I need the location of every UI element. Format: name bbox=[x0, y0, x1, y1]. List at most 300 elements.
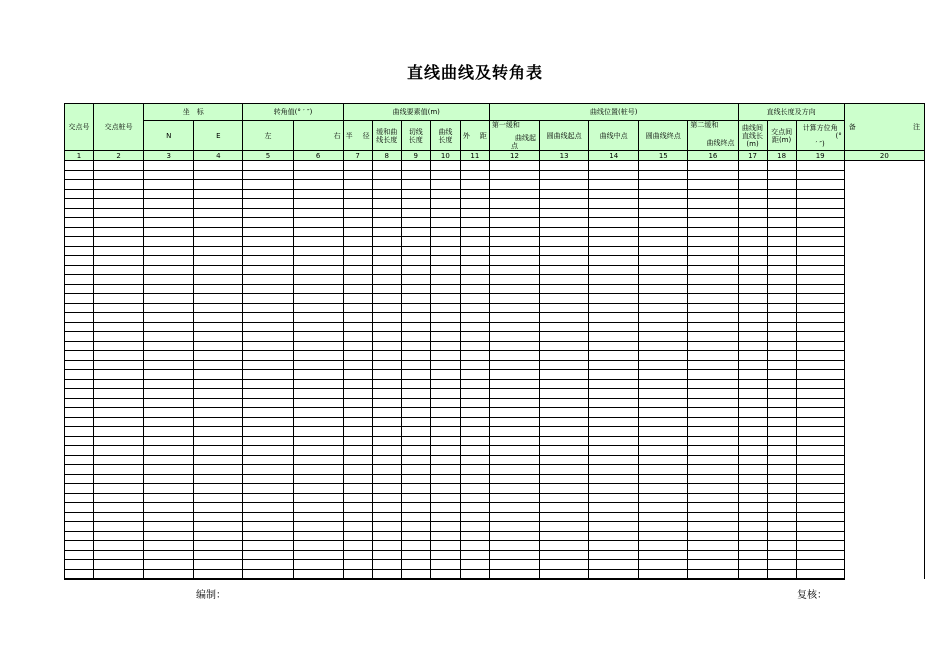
table-cell[interactable] bbox=[489, 569, 539, 579]
table-cell[interactable] bbox=[767, 569, 796, 579]
table-cell[interactable] bbox=[796, 503, 844, 513]
table-cell[interactable] bbox=[94, 265, 144, 275]
table-cell[interactable] bbox=[243, 436, 293, 446]
table-cell[interactable] bbox=[489, 427, 539, 437]
table-cell[interactable] bbox=[430, 436, 460, 446]
table-cell[interactable] bbox=[430, 294, 460, 304]
table-cell[interactable] bbox=[688, 560, 738, 570]
table-cell[interactable] bbox=[489, 379, 539, 389]
table-cell[interactable] bbox=[401, 237, 430, 247]
table-cell[interactable] bbox=[65, 465, 94, 475]
table-cell[interactable] bbox=[688, 398, 738, 408]
table-cell[interactable] bbox=[767, 161, 796, 171]
table-cell[interactable] bbox=[144, 503, 194, 513]
table-cell[interactable] bbox=[540, 398, 589, 408]
table-cell[interactable] bbox=[589, 436, 639, 446]
table-cell[interactable] bbox=[639, 322, 688, 332]
table-cell[interactable] bbox=[460, 227, 489, 237]
table-cell[interactable] bbox=[401, 360, 430, 370]
table-cell[interactable] bbox=[194, 170, 243, 180]
table-cell[interactable] bbox=[589, 284, 639, 294]
table-cell[interactable] bbox=[293, 351, 343, 361]
table-cell[interactable] bbox=[293, 541, 343, 551]
table-cell[interactable] bbox=[796, 351, 844, 361]
table-cell[interactable] bbox=[767, 370, 796, 380]
table-cell[interactable] bbox=[430, 408, 460, 418]
table-cell[interactable] bbox=[460, 237, 489, 247]
table-cell[interactable] bbox=[401, 265, 430, 275]
table-cell[interactable] bbox=[796, 189, 844, 199]
table-cell[interactable] bbox=[688, 569, 738, 579]
table-cell[interactable] bbox=[430, 303, 460, 313]
table-cell[interactable] bbox=[589, 208, 639, 218]
table-cell[interactable] bbox=[738, 170, 767, 180]
table-cell[interactable] bbox=[372, 199, 401, 209]
table-cell[interactable] bbox=[144, 341, 194, 351]
table-cell[interactable] bbox=[767, 436, 796, 446]
table-cell[interactable] bbox=[796, 417, 844, 427]
table-cell[interactable] bbox=[460, 322, 489, 332]
table-cell[interactable] bbox=[144, 398, 194, 408]
table-cell[interactable] bbox=[430, 522, 460, 532]
table-cell[interactable] bbox=[460, 303, 489, 313]
table-cell[interactable] bbox=[65, 541, 94, 551]
table-cell[interactable] bbox=[372, 474, 401, 484]
table-cell[interactable] bbox=[194, 313, 243, 323]
table-cell[interactable] bbox=[767, 522, 796, 532]
table-cell[interactable] bbox=[293, 484, 343, 494]
table-cell[interactable] bbox=[194, 294, 243, 304]
table-cell[interactable] bbox=[767, 332, 796, 342]
table-cell[interactable] bbox=[688, 493, 738, 503]
table-cell[interactable] bbox=[293, 360, 343, 370]
table-cell[interactable] bbox=[343, 493, 372, 503]
table-cell[interactable] bbox=[343, 474, 372, 484]
table-cell[interactable] bbox=[144, 170, 194, 180]
table-cell[interactable] bbox=[589, 569, 639, 579]
table-cell[interactable] bbox=[243, 379, 293, 389]
table-cell[interactable] bbox=[372, 417, 401, 427]
table-cell[interactable] bbox=[767, 446, 796, 456]
table-cell[interactable] bbox=[144, 265, 194, 275]
table-cell[interactable] bbox=[460, 189, 489, 199]
table-cell[interactable] bbox=[293, 408, 343, 418]
table-cell[interactable] bbox=[639, 427, 688, 437]
table-cell[interactable] bbox=[372, 569, 401, 579]
table-cell[interactable] bbox=[767, 294, 796, 304]
table-cell[interactable] bbox=[372, 541, 401, 551]
table-cell[interactable] bbox=[688, 550, 738, 560]
table-cell[interactable] bbox=[194, 522, 243, 532]
table-cell[interactable] bbox=[738, 370, 767, 380]
table-cell[interactable] bbox=[194, 332, 243, 342]
table-cell[interactable] bbox=[796, 265, 844, 275]
table-cell[interactable] bbox=[589, 503, 639, 513]
table-cell[interactable] bbox=[489, 322, 539, 332]
table-cell[interactable] bbox=[796, 246, 844, 256]
table-cell[interactable] bbox=[401, 436, 430, 446]
table-cell[interactable] bbox=[144, 436, 194, 446]
table-cell[interactable] bbox=[639, 436, 688, 446]
table-cell[interactable] bbox=[144, 351, 194, 361]
table-cell[interactable] bbox=[639, 446, 688, 456]
table-cell[interactable] bbox=[94, 484, 144, 494]
table-cell[interactable] bbox=[372, 237, 401, 247]
table-cell[interactable] bbox=[194, 427, 243, 437]
table-cell[interactable] bbox=[688, 256, 738, 266]
table-cell[interactable] bbox=[589, 199, 639, 209]
table-cell[interactable] bbox=[540, 370, 589, 380]
table-cell[interactable] bbox=[194, 560, 243, 570]
table-cell[interactable] bbox=[589, 417, 639, 427]
table-cell[interactable] bbox=[738, 465, 767, 475]
table-cell[interactable] bbox=[589, 265, 639, 275]
table-cell[interactable] bbox=[688, 465, 738, 475]
table-cell[interactable] bbox=[194, 541, 243, 551]
table-cell[interactable] bbox=[372, 208, 401, 218]
table-cell[interactable] bbox=[144, 332, 194, 342]
table-cell[interactable] bbox=[589, 455, 639, 465]
table-cell[interactable] bbox=[194, 531, 243, 541]
table-cell[interactable] bbox=[688, 322, 738, 332]
table-cell[interactable] bbox=[401, 484, 430, 494]
table-cell[interactable] bbox=[738, 161, 767, 171]
table-cell[interactable] bbox=[372, 170, 401, 180]
table-cell[interactable] bbox=[372, 522, 401, 532]
table-cell[interactable] bbox=[65, 512, 94, 522]
table-cell[interactable] bbox=[372, 275, 401, 285]
table-cell[interactable] bbox=[460, 218, 489, 228]
table-cell[interactable] bbox=[688, 360, 738, 370]
table-cell[interactable] bbox=[94, 237, 144, 247]
table-cell[interactable] bbox=[460, 522, 489, 532]
table-cell[interactable] bbox=[540, 550, 589, 560]
table-cell[interactable] bbox=[430, 180, 460, 190]
table-cell[interactable] bbox=[243, 161, 293, 171]
table-cell[interactable] bbox=[688, 455, 738, 465]
table-cell[interactable] bbox=[343, 237, 372, 247]
table-cell[interactable] bbox=[639, 341, 688, 351]
table-cell[interactable] bbox=[65, 484, 94, 494]
table-cell[interactable] bbox=[688, 227, 738, 237]
table-cell[interactable] bbox=[94, 455, 144, 465]
table-cell[interactable] bbox=[738, 208, 767, 218]
table-cell[interactable] bbox=[401, 332, 430, 342]
table-cell[interactable] bbox=[639, 531, 688, 541]
table-cell[interactable] bbox=[460, 569, 489, 579]
table-cell[interactable] bbox=[460, 484, 489, 494]
table-cell[interactable] bbox=[65, 170, 94, 180]
table-cell[interactable] bbox=[489, 474, 539, 484]
table-cell[interactable] bbox=[243, 237, 293, 247]
table-cell[interactable] bbox=[293, 170, 343, 180]
table-cell[interactable] bbox=[738, 408, 767, 418]
table-cell[interactable] bbox=[144, 484, 194, 494]
table-cell[interactable] bbox=[796, 531, 844, 541]
table-cell[interactable] bbox=[65, 417, 94, 427]
table-cell[interactable] bbox=[194, 484, 243, 494]
table-cell[interactable] bbox=[489, 294, 539, 304]
table-cell[interactable] bbox=[401, 227, 430, 237]
table-cell[interactable] bbox=[94, 389, 144, 399]
table-cell[interactable] bbox=[372, 284, 401, 294]
table-cell[interactable] bbox=[343, 180, 372, 190]
table-cell[interactable] bbox=[767, 474, 796, 484]
table-cell[interactable] bbox=[243, 227, 293, 237]
table-cell[interactable] bbox=[688, 484, 738, 494]
table-cell[interactable] bbox=[401, 180, 430, 190]
table-cell[interactable] bbox=[94, 379, 144, 389]
table-cell[interactable] bbox=[639, 512, 688, 522]
table-cell[interactable] bbox=[65, 246, 94, 256]
table-cell[interactable] bbox=[401, 351, 430, 361]
table-cell[interactable] bbox=[489, 370, 539, 380]
table-cell[interactable] bbox=[144, 313, 194, 323]
table-cell[interactable] bbox=[194, 455, 243, 465]
table-cell[interactable] bbox=[243, 512, 293, 522]
table-cell[interactable] bbox=[144, 560, 194, 570]
table-cell[interactable] bbox=[401, 531, 430, 541]
table-cell[interactable] bbox=[372, 408, 401, 418]
table-cell[interactable] bbox=[589, 237, 639, 247]
table-cell[interactable] bbox=[401, 379, 430, 389]
table-cell[interactable] bbox=[293, 465, 343, 475]
table-cell[interactable] bbox=[639, 389, 688, 399]
table-cell[interactable] bbox=[540, 265, 589, 275]
table-cell[interactable] bbox=[243, 465, 293, 475]
table-cell[interactable] bbox=[540, 417, 589, 427]
table-cell[interactable] bbox=[796, 275, 844, 285]
table-cell[interactable] bbox=[796, 569, 844, 579]
table-cell[interactable] bbox=[639, 351, 688, 361]
table-cell[interactable] bbox=[243, 522, 293, 532]
table-cell[interactable] bbox=[401, 493, 430, 503]
table-cell[interactable] bbox=[460, 199, 489, 209]
table-cell[interactable] bbox=[401, 512, 430, 522]
table-cell[interactable] bbox=[194, 275, 243, 285]
table-cell[interactable] bbox=[65, 474, 94, 484]
table-cell[interactable] bbox=[144, 208, 194, 218]
table-cell[interactable] bbox=[94, 227, 144, 237]
table-cell[interactable] bbox=[489, 484, 539, 494]
table-cell[interactable] bbox=[372, 531, 401, 541]
table-cell[interactable] bbox=[144, 512, 194, 522]
table-cell[interactable] bbox=[243, 180, 293, 190]
table-cell[interactable] bbox=[343, 275, 372, 285]
table-cell[interactable] bbox=[65, 427, 94, 437]
table-cell[interactable] bbox=[460, 294, 489, 304]
table-cell[interactable] bbox=[767, 303, 796, 313]
table-cell[interactable] bbox=[767, 218, 796, 228]
table-cell[interactable] bbox=[430, 170, 460, 180]
table-cell[interactable] bbox=[489, 246, 539, 256]
table-cell[interactable] bbox=[767, 256, 796, 266]
table-cell[interactable] bbox=[460, 351, 489, 361]
table-cell[interactable] bbox=[194, 569, 243, 579]
table-cell[interactable] bbox=[489, 199, 539, 209]
table-cell[interactable] bbox=[489, 436, 539, 446]
table-cell[interactable] bbox=[738, 294, 767, 304]
table-cell[interactable] bbox=[688, 199, 738, 209]
table-cell[interactable] bbox=[94, 322, 144, 332]
table-cell[interactable] bbox=[767, 550, 796, 560]
table-cell[interactable] bbox=[94, 313, 144, 323]
table-cell[interactable] bbox=[688, 294, 738, 304]
table-cell[interactable] bbox=[343, 284, 372, 294]
table-cell[interactable] bbox=[430, 351, 460, 361]
table-cell[interactable] bbox=[372, 294, 401, 304]
table-cell[interactable] bbox=[401, 370, 430, 380]
table-cell[interactable] bbox=[767, 351, 796, 361]
table-cell[interactable] bbox=[540, 427, 589, 437]
table-cell[interactable] bbox=[688, 512, 738, 522]
table-cell[interactable] bbox=[144, 455, 194, 465]
table-cell[interactable] bbox=[372, 303, 401, 313]
table-cell[interactable] bbox=[540, 531, 589, 541]
table-cell[interactable] bbox=[144, 218, 194, 228]
table-cell[interactable] bbox=[767, 199, 796, 209]
table-cell[interactable] bbox=[401, 569, 430, 579]
table-cell[interactable] bbox=[94, 341, 144, 351]
table-cell[interactable] bbox=[430, 379, 460, 389]
table-cell[interactable] bbox=[796, 541, 844, 551]
table-cell[interactable] bbox=[430, 569, 460, 579]
table-cell[interactable] bbox=[144, 446, 194, 456]
table-cell[interactable] bbox=[489, 465, 539, 475]
table-cell[interactable] bbox=[144, 427, 194, 437]
table-cell[interactable] bbox=[194, 322, 243, 332]
table-cell[interactable] bbox=[293, 493, 343, 503]
table-cell[interactable] bbox=[401, 455, 430, 465]
table-cell[interactable] bbox=[460, 389, 489, 399]
table-cell[interactable] bbox=[540, 189, 589, 199]
table-cell[interactable] bbox=[738, 522, 767, 532]
table-cell[interactable] bbox=[194, 265, 243, 275]
table-cell[interactable] bbox=[144, 161, 194, 171]
table-cell[interactable] bbox=[540, 322, 589, 332]
table-cell[interactable] bbox=[489, 227, 539, 237]
table-cell[interactable] bbox=[430, 275, 460, 285]
table-cell[interactable] bbox=[688, 408, 738, 418]
table-cell[interactable] bbox=[796, 341, 844, 351]
table-cell[interactable] bbox=[65, 560, 94, 570]
table-cell[interactable] bbox=[767, 284, 796, 294]
table-cell[interactable] bbox=[489, 303, 539, 313]
table-cell[interactable] bbox=[738, 427, 767, 437]
table-cell[interactable] bbox=[738, 379, 767, 389]
table-cell[interactable] bbox=[767, 465, 796, 475]
table-cell[interactable] bbox=[65, 227, 94, 237]
table-cell[interactable] bbox=[589, 275, 639, 285]
table-cell[interactable] bbox=[767, 227, 796, 237]
table-cell[interactable] bbox=[65, 389, 94, 399]
table-cell[interactable] bbox=[460, 474, 489, 484]
table-cell[interactable] bbox=[589, 227, 639, 237]
table-cell[interactable] bbox=[589, 474, 639, 484]
table-cell[interactable] bbox=[343, 322, 372, 332]
table-cell[interactable] bbox=[144, 360, 194, 370]
table-cell[interactable] bbox=[589, 398, 639, 408]
table-cell[interactable] bbox=[589, 332, 639, 342]
table-cell[interactable] bbox=[688, 417, 738, 427]
table-cell[interactable] bbox=[65, 208, 94, 218]
table-cell[interactable] bbox=[639, 408, 688, 418]
table-cell[interactable] bbox=[540, 436, 589, 446]
table-cell[interactable] bbox=[796, 322, 844, 332]
table-cell[interactable] bbox=[738, 446, 767, 456]
table-cell[interactable] bbox=[144, 465, 194, 475]
table-cell[interactable] bbox=[738, 512, 767, 522]
table-cell[interactable] bbox=[293, 427, 343, 437]
table-cell[interactable] bbox=[540, 294, 589, 304]
table-cell[interactable] bbox=[372, 446, 401, 456]
table-cell[interactable] bbox=[243, 569, 293, 579]
table-cell[interactable] bbox=[144, 550, 194, 560]
table-cell[interactable] bbox=[589, 370, 639, 380]
table-cell[interactable] bbox=[767, 170, 796, 180]
table-cell[interactable] bbox=[343, 484, 372, 494]
table-cell[interactable] bbox=[65, 351, 94, 361]
table-cell[interactable] bbox=[639, 265, 688, 275]
table-cell[interactable] bbox=[460, 427, 489, 437]
table-cell[interactable] bbox=[194, 180, 243, 190]
table-cell[interactable] bbox=[243, 189, 293, 199]
table-cell[interactable] bbox=[65, 332, 94, 342]
table-cell[interactable] bbox=[372, 455, 401, 465]
table-cell[interactable] bbox=[460, 503, 489, 513]
table-cell[interactable] bbox=[65, 256, 94, 266]
table-cell[interactable] bbox=[343, 256, 372, 266]
table-cell[interactable] bbox=[688, 341, 738, 351]
table-cell[interactable] bbox=[639, 246, 688, 256]
table-cell[interactable] bbox=[243, 341, 293, 351]
table-cell[interactable] bbox=[194, 446, 243, 456]
table-cell[interactable] bbox=[144, 227, 194, 237]
table-cell[interactable] bbox=[343, 313, 372, 323]
table-cell[interactable] bbox=[194, 389, 243, 399]
table-cell[interactable] bbox=[796, 484, 844, 494]
table-cell[interactable] bbox=[401, 275, 430, 285]
table-cell[interactable] bbox=[639, 313, 688, 323]
table-cell[interactable] bbox=[639, 180, 688, 190]
table-cell[interactable] bbox=[430, 389, 460, 399]
table-cell[interactable] bbox=[430, 512, 460, 522]
table-cell[interactable] bbox=[489, 189, 539, 199]
table-cell[interactable] bbox=[489, 170, 539, 180]
table-cell[interactable] bbox=[243, 427, 293, 437]
table-cell[interactable] bbox=[343, 417, 372, 427]
table-cell[interactable] bbox=[343, 427, 372, 437]
table-cell[interactable] bbox=[65, 189, 94, 199]
table-cell[interactable] bbox=[94, 351, 144, 361]
table-cell[interactable] bbox=[639, 218, 688, 228]
table-cell[interactable] bbox=[243, 503, 293, 513]
table-cell[interactable] bbox=[767, 313, 796, 323]
table-cell[interactable] bbox=[293, 379, 343, 389]
table-cell[interactable] bbox=[343, 227, 372, 237]
table-cell[interactable] bbox=[688, 332, 738, 342]
table-cell[interactable] bbox=[94, 199, 144, 209]
table-cell[interactable] bbox=[460, 455, 489, 465]
table-cell[interactable] bbox=[343, 303, 372, 313]
table-cell[interactable] bbox=[796, 218, 844, 228]
table-cell[interactable] bbox=[372, 398, 401, 408]
table-cell[interactable] bbox=[401, 541, 430, 551]
table-cell[interactable] bbox=[589, 313, 639, 323]
table-cell[interactable] bbox=[194, 161, 243, 171]
table-cell[interactable] bbox=[293, 417, 343, 427]
table-cell[interactable] bbox=[767, 275, 796, 285]
